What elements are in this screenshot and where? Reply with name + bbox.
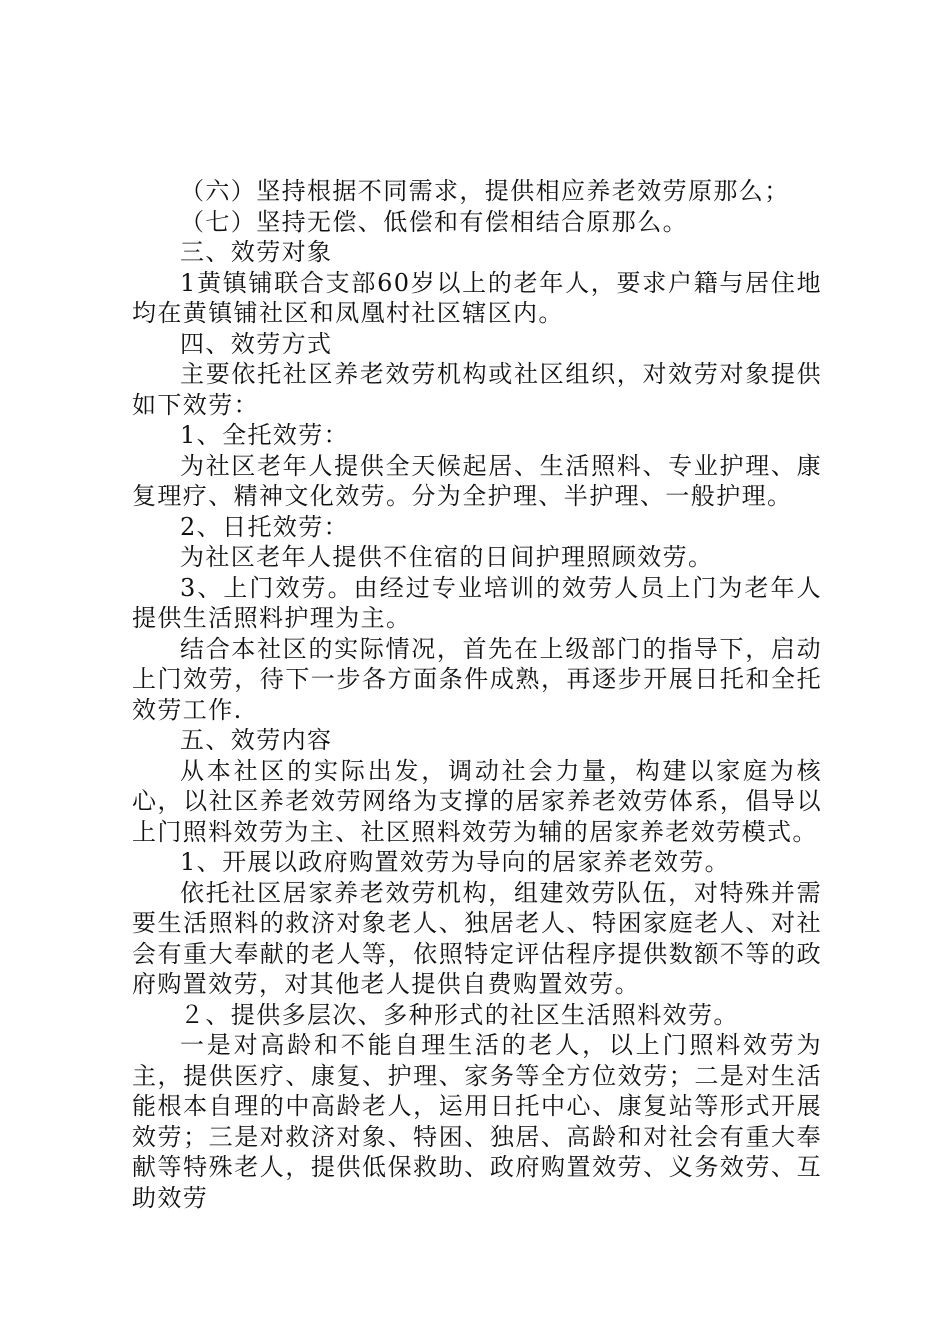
section-heading: 三、效劳对象 [180, 238, 333, 266]
paragraph: 主要依托社区养老效劳机构或社区组织，对效劳对象提供如下效劳： [132, 360, 822, 419]
paragraph: （七）坚持无偿、低偿和有偿相结合原那么。 [180, 207, 688, 236]
subheading: ２、提供多层次、多种形式的社区生活照料效劳。 [180, 1000, 739, 1029]
document-body [132, 176, 822, 1213]
paragraph: 为社区老年人提供不住宿的日间护理照顾效劳。 [180, 543, 714, 571]
section-heading: 四、效劳方式 [180, 329, 333, 358]
subheading: 1、全托效劳： [180, 421, 350, 449]
section-heading: 五、效劳内容 [180, 726, 333, 754]
subheading: 1、开展以政府购置效劳为导向的居家养老效劳。 [180, 848, 731, 876]
paragraph: 一是对高龄和不能自理生活的老人，以上门照料效劳为主，提供医疗、康复、护理、家务等全方位效劳；二是对生活能根本自理的中高龄老人，运用日托中心、康复站等形式开展效劳；三是对救济对象、特困、独居、高龄和对社会有重大奉献等特殊老人，提供低保救助、政府购置效劳、义务效劳、互助效劳 [132, 1031, 822, 1212]
paragraph: 从本社区的实际出发，调动社会力量，构建以家庭为核心，以社区养老效劳网络为支撑的居家养老效劳体系，倡导以上门照料效劳为主、社区照料效劳为辅的居家养老效劳模式。 [132, 756, 822, 846]
paragraph: 结合本社区的实际情况，首先在上级部门的指导下，启动上门效劳，待下一步各方面条件成熟，再逐步开展日托和全托效劳工作. [132, 634, 822, 724]
paragraph: 1黄镇铺联合支部60岁以上的老年人，要求户籍与居住地均在黄镇铺社区和凤凰村社区辖区内。 [132, 268, 822, 327]
paragraph: 为社区老年人提供全天候起居、生活照料、专业护理、康复理疗、精神文化效劳。分为全护理、半护理、一般护理。 [132, 451, 822, 510]
paragraph: 依托社区居家养老效劳机构，组建效劳队伍，对特殊并需要生活照料的救济对象老人、独居老人、特困家庭老人、对社会有重大奉献的老人等，依照特定评估程序提供数额不等的政府购置效劳，对其他老人提供自费购置效劳。 [132, 878, 822, 998]
paragraph: （六）坚持根据不同需求，提供相应养老效劳原那么； [180, 177, 790, 205]
subheading: 2、日托效劳： [180, 512, 350, 541]
paragraph: 3、上门效劳。由经过专业培训的效劳人员上门为老年人提供生活照料护理为主。 [132, 573, 822, 632]
